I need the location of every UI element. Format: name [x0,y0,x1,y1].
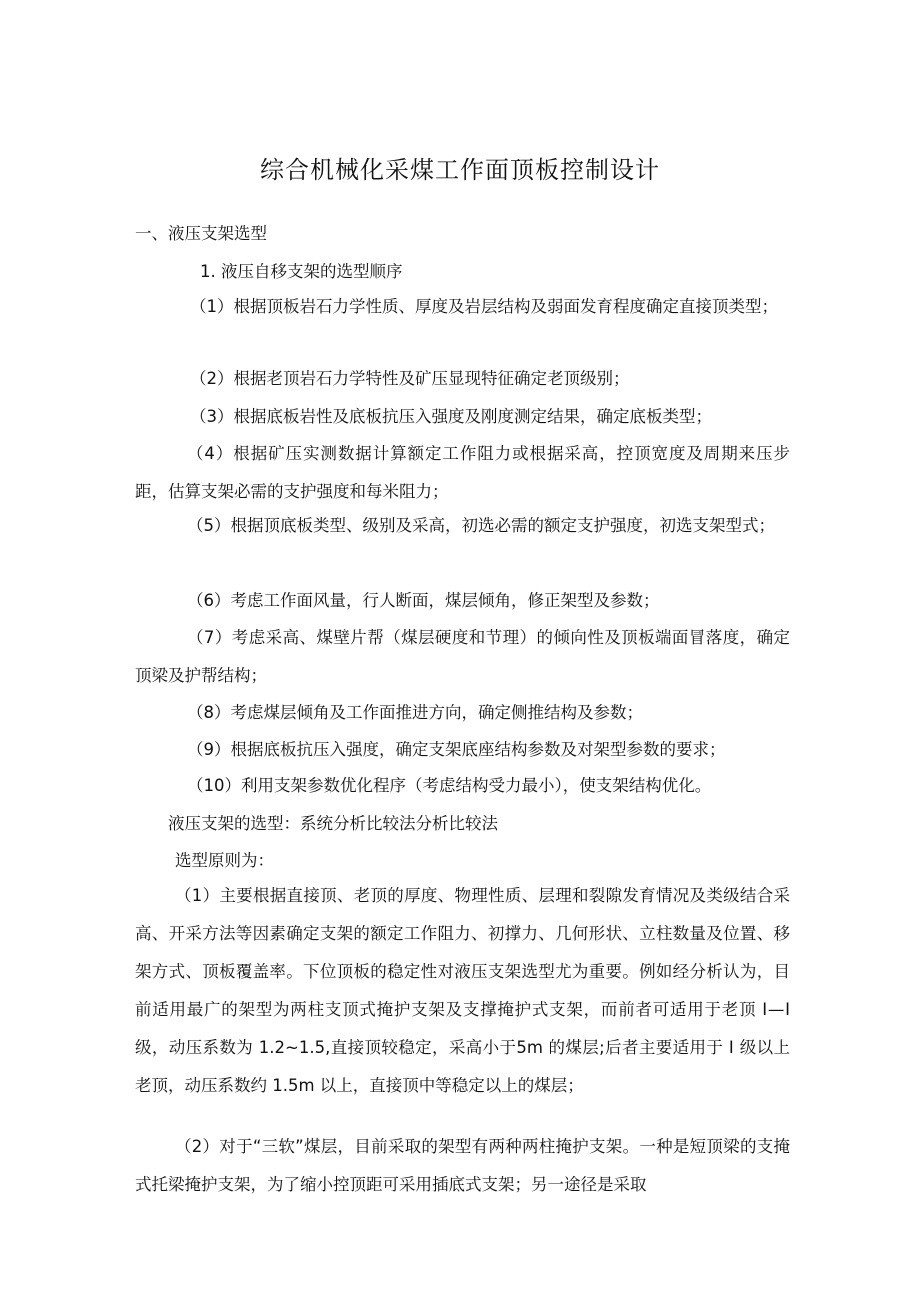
step-paragraph: （6）考虑工作面风量，行人断面，煤层倾角，修正架型及参数； [187,591,660,610]
step-paragraph: （2）根据老顶岩石力学特性及矿压显现特征确定老顶级别； [190,369,630,388]
document-title: 综合机械化采煤工作面顶板控制设计 [260,156,660,184]
section-heading: 一、液压支架选型 [135,224,267,243]
principle-paragraph: （1）主要根据直接顶、老顶的厚度、物理性质、层理和裂隙发育情况及类级结合采高、开采方法等因素确定支架的额定工作阻力、初撑力、几何形状、立柱数量及位置、移架方式、顶板覆盖率。下位顶板的稳定性对液压支架选型尤为重要。例如经分析认为，目前适用最广的架型为两柱支顶式掩护支架及支撑掩护式支架，而前者可适用于老顶 Ⅰ—Ⅰ 级，动压系数为 1.2~1.5,直接顶较稳定，采高小于5m 的煤层;后者主要适用于 Ⅰ 级以上老顶，动压系数约 1.5m 以上，直接顶中等稳定以上的煤层； [135,886,790,1095]
step-paragraph: （4）根据矿压实测数据计算额定工作阻力或根据采高，控顶宽度及周期来压步距，估算支架必需的支护强度和每米阻力； [135,444,790,501]
step-paragraph: （7）考虑采高、煤壁片帮（煤层硬度和节理）的倾向性及顶板端面冒落度，确定顶梁及护帮结构； [135,628,790,685]
method-line: 液压支架的选型：系统分析比较法分析比较法 [168,814,498,833]
step-paragraph: （9）根据底板抗压入强度，确定支架底座结构参数及对架型参数的要求； [187,740,726,759]
step-paragraph: （5）根据顶底板类型、级别及采高，初选必需的额定支护强度，初选支架型式； [187,516,775,535]
step-paragraph: （1）根据顶板岩石力学性质、厚度及岩层结构及弱面发育程度确定直接顶类型； [190,297,778,316]
step-paragraph: （8）考虑煤层倾角及工作面推进方向，确定侧推结构及参数； [187,703,643,722]
subsection-heading: 1. 液压自移支架的选型顺序 [200,262,403,281]
principle-paragraph: （2）对于“三软”煤层，目前采取的架型有两种两柱掩护支架。一种是短顶梁的支掩式托梁掩护支架，为了缩小控顶距可采用插底式支架；另一途径是采取 [135,1137,790,1194]
step-paragraph: （3）根据底板岩性及底板抗压入强度及刚度测定结果，确定底板类型； [190,407,712,426]
step-paragraph: （10）利用支架参数优化程序（考虑结构受力最小），使支架结构优化。 [187,776,712,795]
principle-label: 选型原则为： [175,851,274,870]
